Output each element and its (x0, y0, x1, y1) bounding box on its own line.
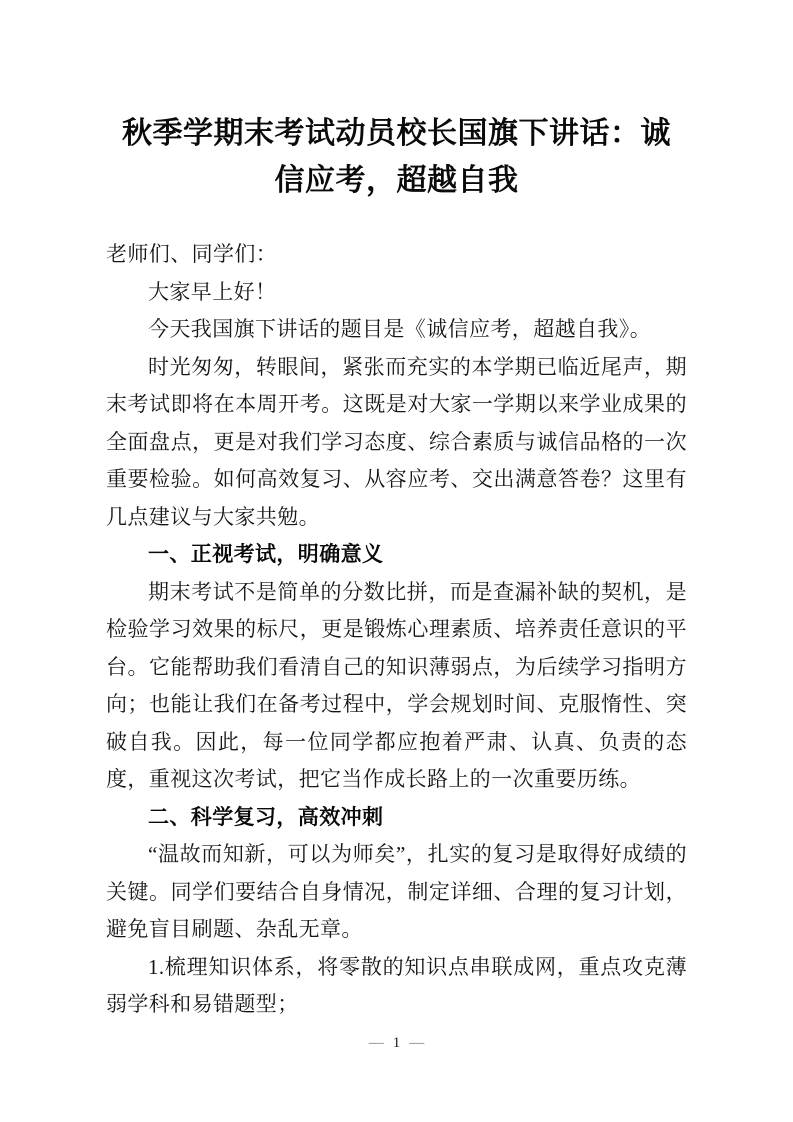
footer-right-dash: — (409, 1035, 425, 1051)
paragraph-section-1: 期末考试不是简单的分数比拼，而是查漏补缺的契机，是检验学习效果的标尺，更是锻炼心理素质、培养责任意识的平台。它能帮助我们看清自己的知识薄弱点，为后续学习指明方向；也能让我们在备考过程中，学会规划时间、克服惰性、突破自我。因此，每一位同学都应抱着严肃、认真、负责的态度，重视这次考试，把它当作成长路上的一次重要历练。 (106, 579, 687, 791)
page-number: 1 (392, 1035, 401, 1051)
paragraph-section-2: “温故而知新，可以为师矣”，扎实的复习是取得好成绩的关键。同学们要结合自身情况，制定详细、合理的复习计划，避免盲目刷题、杂乱无章。 (106, 842, 687, 941)
section-heading-1: 一、正视考试，明确意义 (148, 543, 384, 566)
page-footer (0, 1033, 793, 1053)
document-title: 秋季学期末考试动员校长国旗下讲话：诚信应考，超越自我 (122, 117, 671, 197)
section-heading-2: 二、科学复习，高效冲刺 (148, 805, 384, 829)
paragraph-intro: 时光匆匆，转眼间，紧张而充实的本学期已临近尾声，期末考试即将在本周开考。这既是对大家一学期以来学业成果的全面盘点，更是对我们学习态度、综合素质与诚信品格的一次重要检验。如何高效复习、从容应考、交出满意答卷？这里有几点建议与大家共勉。 (106, 354, 687, 529)
salutation: 老师们、同学们： (106, 242, 278, 266)
footer-left-dash: — (368, 1035, 384, 1051)
paragraph-list-item-1: 1.梳理知识体系，将零散的知识点串联成网，重点攻克薄弱学科和易错题型； (106, 954, 687, 1016)
document-body (106, 0, 687, 1024)
paragraph-greeting: 大家早上好！ (148, 279, 277, 304)
paragraph-topic: 今天我国旗下讲话的题目是《诚信应考，超越自我》。 (148, 317, 652, 341)
